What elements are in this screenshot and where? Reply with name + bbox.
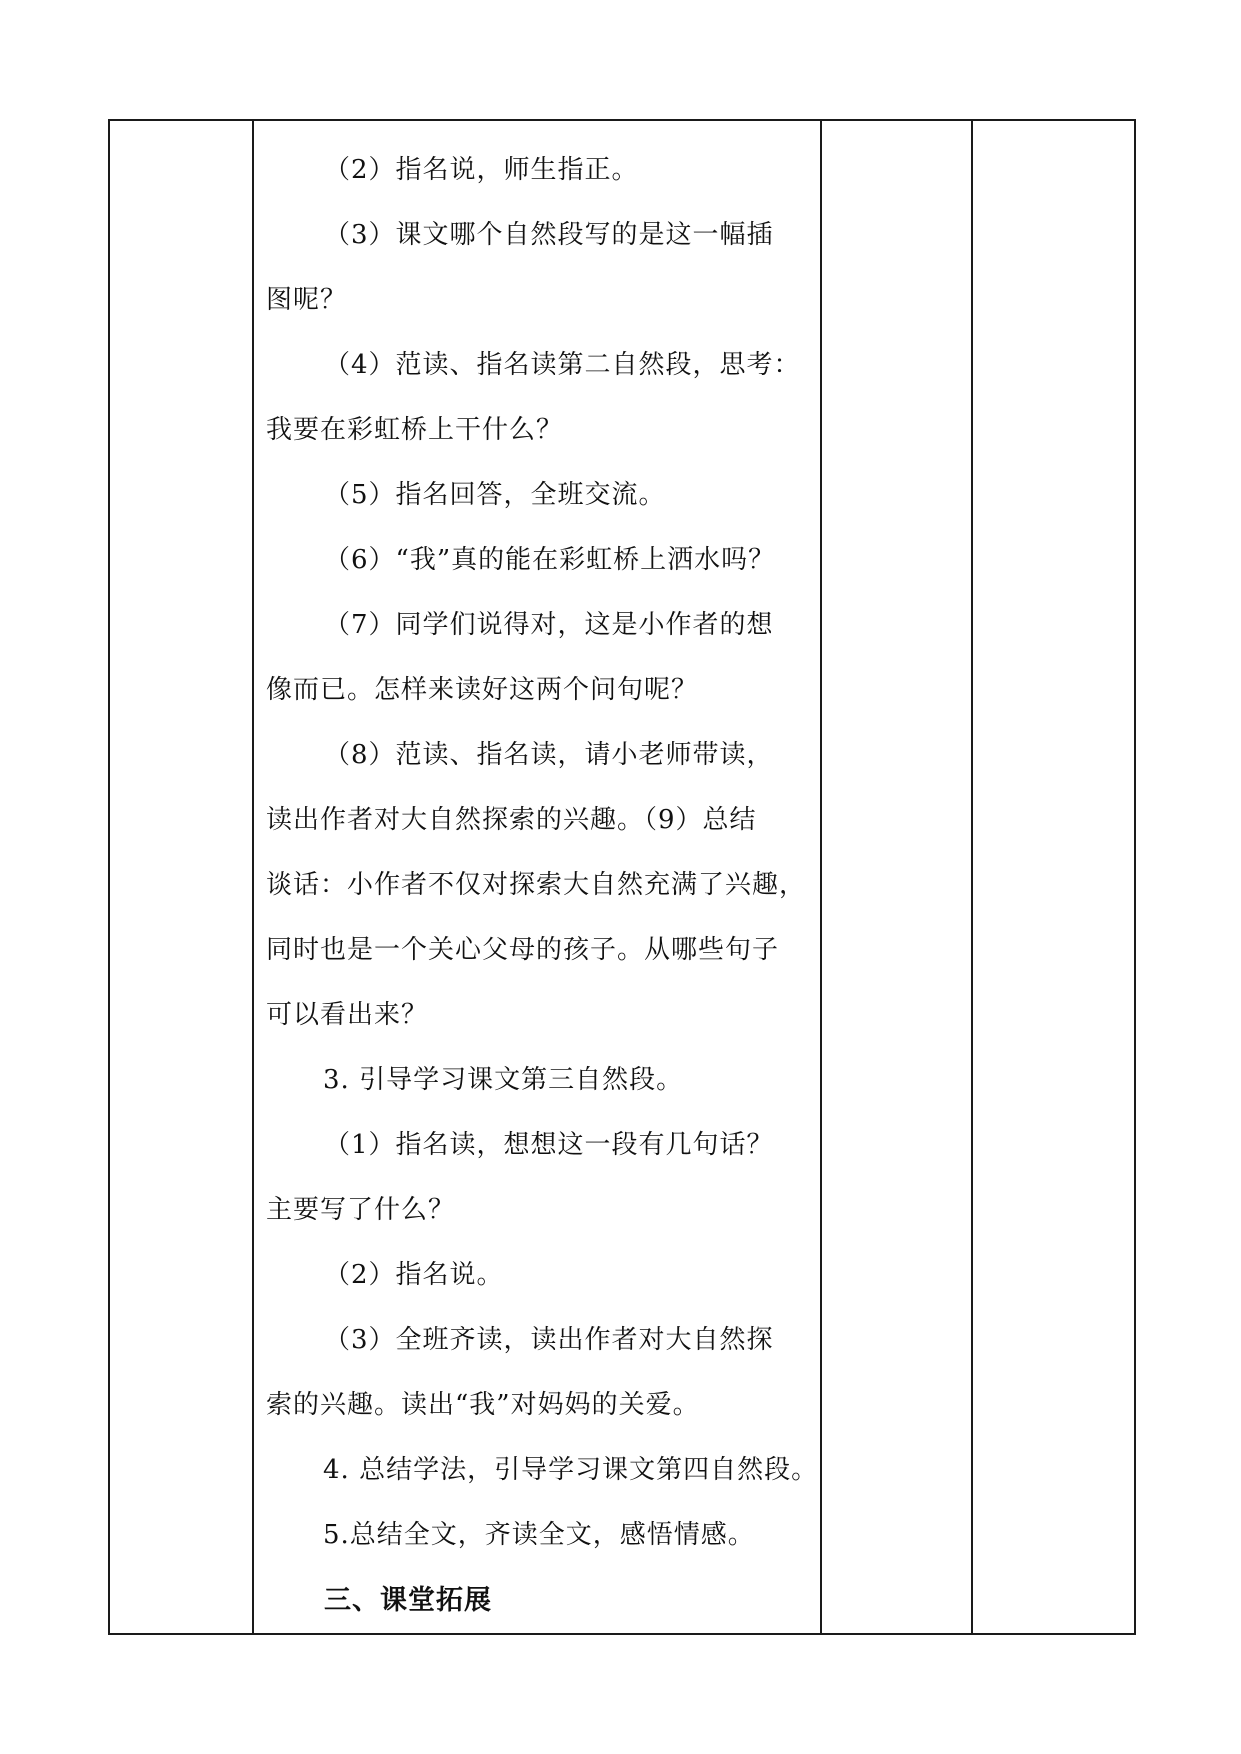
text-line: （5）指名回答，全班交流。 bbox=[324, 480, 666, 510]
text-line: 可以看出来？ bbox=[266, 1000, 429, 1030]
text-line: （3）全班齐读，读出作者对大自然探 bbox=[324, 1325, 774, 1355]
text-line: 4. 总结学法，引导学习课文第四自然段。 bbox=[323, 1455, 819, 1485]
lesson-plan-table bbox=[108, 119, 1136, 1635]
text-line: （1）指名读，想想这一段有几句话？ bbox=[324, 1130, 774, 1160]
text-line: 主要写了什么？ bbox=[266, 1195, 456, 1225]
teaching-process-text bbox=[254, 121, 820, 1633]
text-line: 读出作者对大自然探索的兴趣。（9）总结 bbox=[266, 805, 757, 835]
text-line: （7）同学们说得对，这是小作者的想 bbox=[324, 610, 774, 640]
text-line: （3）课文哪个自然段写的是这一幅插 bbox=[324, 220, 774, 250]
section-column-cell bbox=[109, 120, 253, 1634]
text-line: （2）指名说，师生指正。 bbox=[324, 155, 639, 185]
text-line: 像而已。怎样来读好这两个问句呢？ bbox=[266, 675, 699, 705]
text-line: 图呢？ bbox=[266, 285, 348, 315]
text-line: （4）范读、指名读第二自然段，思考： bbox=[324, 350, 801, 380]
text-line: 3. 引导学习课文第三自然段。 bbox=[323, 1065, 684, 1095]
text-line: 5.总结全文，齐读全文，感悟情感。 bbox=[323, 1520, 755, 1550]
section-heading: 三、课堂拓展 bbox=[324, 1585, 492, 1616]
text-line: （8）范读、指名读，请小老师带读， bbox=[324, 740, 774, 770]
teaching-process-cell bbox=[253, 120, 821, 1634]
notes-column-cell bbox=[821, 120, 972, 1634]
remarks-column-cell bbox=[972, 120, 1135, 1634]
text-line: 索的兴趣。读出“我”对妈妈的关爱。 bbox=[266, 1390, 700, 1420]
text-line: 同时也是一个关心父母的孩子。从哪些句子 bbox=[266, 935, 780, 965]
text-line: 我要在彩虹桥上干什么？ bbox=[266, 415, 564, 445]
text-line: （6）“我”真的能在彩虹桥上洒水吗？ bbox=[324, 545, 776, 575]
text-line: （2）指名说。 bbox=[324, 1260, 504, 1290]
text-line: 谈话：小作者不仅对探索大自然充满了兴趣， bbox=[266, 870, 807, 900]
table-row bbox=[109, 120, 1135, 1634]
